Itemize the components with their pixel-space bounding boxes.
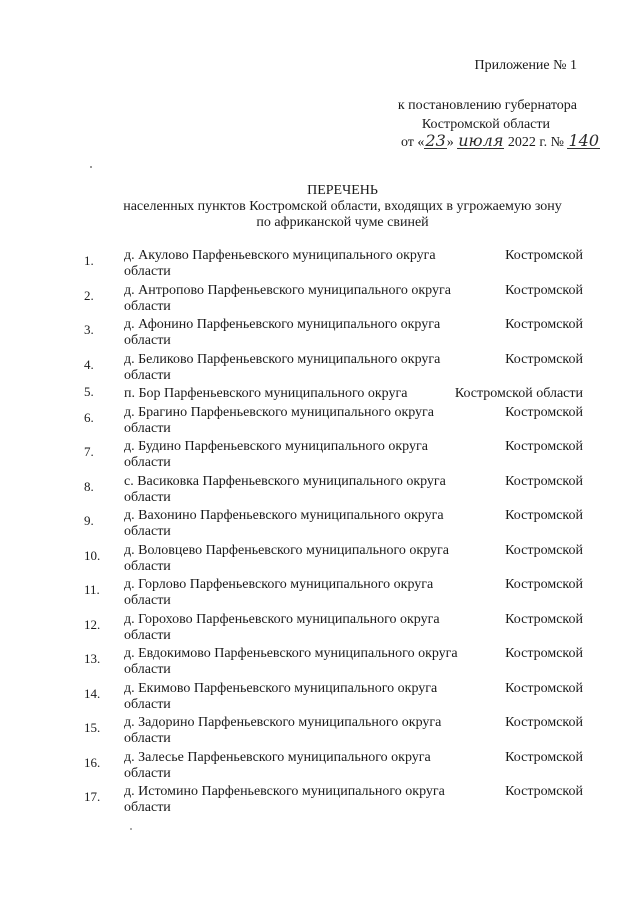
- list-item-number: 13.: [84, 651, 101, 666]
- settlement-name: д. Антропово Парфеньевского муниципального округа: [124, 282, 451, 298]
- list-item-continuation: области: [124, 455, 171, 470]
- region-word: Костромской: [505, 439, 583, 454]
- title-line-1: населенных пунктов Костромской области, входящих в угрожаемую зону: [123, 199, 562, 214]
- list-item-number: 17.: [84, 789, 101, 804]
- list-item-line: [124, 283, 583, 299]
- list-item-line: [124, 612, 583, 628]
- region-word: Костромской: [505, 508, 583, 523]
- list-item-continuation: области: [124, 765, 171, 781]
- list-item-line: [124, 508, 583, 524]
- region-word: Костромской: [505, 542, 583, 558]
- list-item-continuation: области: [124, 800, 171, 815]
- region-word: Костромской: [505, 473, 583, 489]
- list-item-continuation: области: [124, 489, 171, 505]
- settlement-name: д. Задорино Парфеньевского муниципального округа: [124, 715, 442, 730]
- appendix-label: Приложение № 1: [474, 58, 577, 73]
- list-item-number: 9.: [84, 513, 94, 528]
- list-item-continuation: области: [124, 420, 171, 436]
- list-item-number: 7.: [84, 444, 94, 459]
- handwritten-month: июля: [458, 131, 504, 150]
- region-word: Костромской: [505, 715, 583, 730]
- list-item-continuation: области: [124, 558, 171, 574]
- list-item-number: 5.: [84, 384, 94, 399]
- resolution-reference: к постановлению губернатора: [397, 98, 577, 113]
- region-word: Костромской: [505, 577, 583, 592]
- list-item-line: [124, 474, 583, 490]
- region-word: Костромской: [505, 351, 583, 367]
- settlement-name: д. Горлово Парфеньевского муниципального округа: [124, 577, 434, 592]
- list-item-line: [124, 386, 583, 402]
- list-item-number: 3.: [84, 322, 94, 337]
- settlement-name: д. Евдокимово Парфеньевского муниципального округа: [124, 646, 458, 661]
- list-item-continuation: области: [124, 593, 171, 608]
- settlement-name: д. Акулово Парфеньевского муниципального округа: [124, 248, 436, 263]
- settlement-name: д. Горохово Парфеньевского муниципального округа: [124, 611, 440, 627]
- region-word: Костромской: [505, 749, 583, 765]
- list-item-line: [124, 784, 583, 800]
- list-item-number: 6.: [84, 409, 94, 425]
- list-item-continuation: области: [124, 333, 171, 348]
- list-item-continuation: области: [124, 524, 171, 539]
- list-item-continuation: области: [124, 731, 171, 746]
- settlement-name: д. Екимово Парфеньевского муниципального округа: [124, 680, 438, 696]
- date-prefix: от «: [400, 135, 425, 150]
- list-item-number: 16.: [84, 754, 101, 770]
- settlement-name: д. Беликово Парфеньевского муниципального округа: [124, 351, 441, 367]
- list-item-continuation: области: [124, 367, 171, 383]
- settlement-name: д. Афонино Парфеньевского муниципального округа: [124, 317, 441, 332]
- region-word: Костромской области: [454, 386, 583, 401]
- list-item-line: [124, 439, 583, 455]
- list-item-line: [124, 577, 583, 593]
- list-item-number: 8.: [84, 478, 94, 494]
- list-item-continuation: области: [124, 264, 171, 279]
- region-word: Костромской: [505, 611, 583, 627]
- list-item-number: 10.: [84, 547, 101, 563]
- list-item-number: 4.: [84, 356, 94, 372]
- region-word: Костромской: [505, 680, 583, 696]
- settlement-name: д. Вахонино Парфеньевского муниципального округа: [124, 508, 444, 523]
- region-word: Костромской: [505, 646, 583, 661]
- list-item-line: [124, 543, 583, 559]
- list-item-continuation: области: [124, 627, 171, 643]
- list-item-line: [124, 352, 583, 368]
- list-item-line: [124, 405, 583, 421]
- list-item-number: 12.: [84, 616, 101, 632]
- scan-speck: [90, 166, 92, 168]
- list-item-number: 1.: [84, 253, 94, 268]
- title-block: [60, 183, 625, 231]
- list-item-number: 15.: [84, 720, 101, 735]
- settlement-name: д. Будино Парфеньевского муниципального округа: [124, 439, 428, 454]
- region-word: Костромской: [505, 248, 583, 263]
- settlement-name: д. Залесье Парфеньевского муниципального округа: [124, 749, 431, 765]
- list-item-number: 11.: [84, 582, 100, 597]
- list-item-line: [124, 646, 583, 662]
- settlement-name: с. Васиковка Парфеньевского муниципального округа: [124, 473, 446, 489]
- region-word: Костромской: [505, 784, 583, 799]
- list-item-line: [124, 248, 583, 264]
- region-label: Костромской области: [421, 117, 550, 132]
- handwritten-doc-number: 140: [568, 131, 599, 150]
- settlement-name: д. Воловцево Парфеньевского муниципального округа: [124, 542, 450, 558]
- settlement-name: п. Бор Парфеньевского муниципального округа: [124, 386, 408, 401]
- list-item-line: [124, 317, 583, 333]
- list-item-line: [124, 715, 583, 731]
- settlement-name: д. Брагино Парфеньевского муниципального округа: [124, 404, 435, 420]
- region-word: Костромской: [505, 317, 583, 332]
- document-heading: ПЕРЕЧЕНЬ: [307, 183, 378, 198]
- list-item-number: 2.: [84, 287, 94, 303]
- date-year: 2022 г. №: [507, 135, 564, 150]
- list-item-continuation: области: [124, 298, 171, 314]
- date-mid: »: [446, 135, 454, 150]
- settlement-name: д. Истомино Парфеньевского муниципального округа: [124, 784, 445, 799]
- date-line: [400, 131, 600, 151]
- scan-speck: [130, 828, 132, 830]
- list-item-continuation: области: [124, 662, 171, 677]
- list-item-line: [124, 750, 583, 766]
- list-item-line: [124, 681, 583, 697]
- handwritten-day: 23: [425, 131, 446, 150]
- region-word: Костромской: [505, 404, 583, 420]
- list-item-continuation: области: [124, 696, 171, 712]
- list-item-number: 14.: [84, 685, 101, 701]
- title-line-2: по африканской чуме свиней: [256, 215, 429, 230]
- region-word: Костромской: [505, 282, 583, 298]
